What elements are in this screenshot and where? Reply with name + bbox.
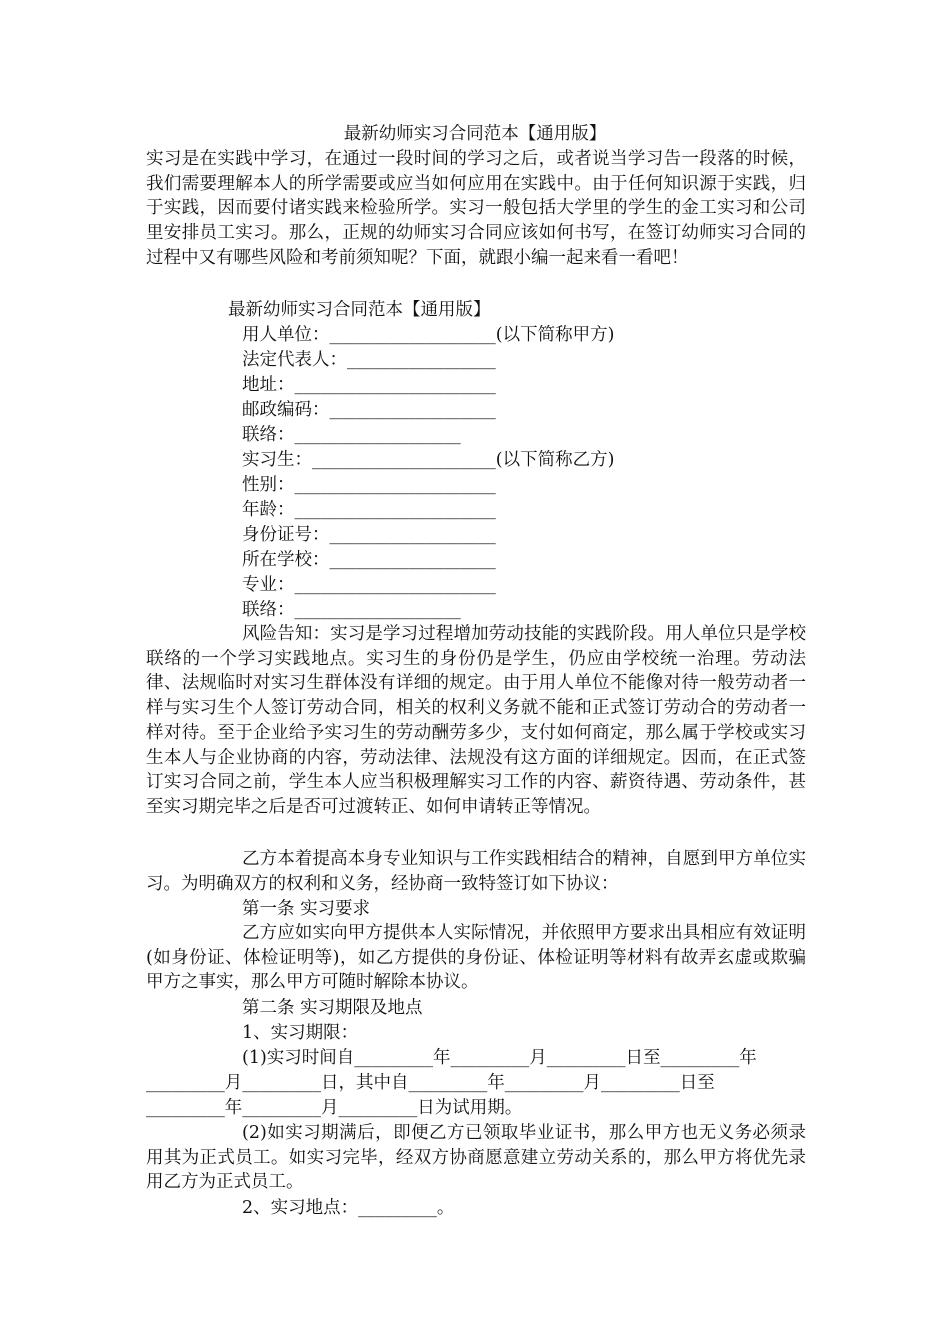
legal-rep-field: 法定代表人：_________________ (242, 350, 496, 370)
article-2-heading: 第二条 实习期限及地点 (242, 998, 423, 1018)
address-field: 地址：_______________________ (242, 375, 496, 395)
contact-field-intern: 联络：___________________ (242, 600, 461, 620)
intern-field: 实习生：_____________________(以下简称乙方) (242, 450, 615, 470)
employer-field: 用人单位：___________________(以下简称甲方) (242, 325, 615, 345)
postcode-field: 邮政编码：___________________ (242, 400, 496, 420)
period-clause-2: (2)如实习期满后，即便乙方已领取毕业证书，那么甲方也无义务必须录用其为正式员工。如实习完毕，经双方协商愿意建立劳动关系的，那么甲方将优先录用乙方为正式员工。 (146, 1123, 806, 1193)
school-field: 所在学校：___________________ (242, 550, 496, 570)
id-number-field: 身份证号：___________________ (242, 525, 496, 545)
agreement-intro-paragraph: 乙方本着提高本身专业知识与工作实践相结合的精神，自愿到甲方单位实习。为明确双方的权利和义务，经协商一致特签订如下协议： (146, 849, 806, 894)
gender-field: 性别：_______________________ (242, 475, 496, 495)
major-field: 专业：_______________________ (242, 575, 496, 595)
period-line-3: _________年_________月_________日为试用期。 (146, 1098, 523, 1118)
contact-field-employer: 联络：___________________ (242, 425, 461, 445)
article-1-paragraph: 乙方应如实向甲方提供本人实际情况，并依照甲方要求出具相应有效证明(如身份证、体检证明等)，如乙方提供的身份证、体检证明等材料有故弄玄虚或欺骗甲方之事实，那么甲方可随时解除本协议。 (146, 923, 806, 993)
contract-subtitle: 最新幼师实习合同范本【通用版】 (228, 300, 491, 320)
age-field: 年龄：_______________________ (242, 500, 496, 520)
intro-paragraph: 实习是在实践中学习，在通过一段时间的学习之后，或者说当学习告一段落的时候，我们需要理解本人的所学需要或应当如何应用在实践中。由于任何知识源于实践，归于实践，因而要付诸实践来检验所学。实习一般包括大学里的学生的金工实习和公司里安排员工实习。那么，正规的幼师实习合同应该如何书写，在签订幼师实习合同的过程中又有哪些风险和考前须知呢？下面，就跟小编一起来看一看吧！ (146, 149, 806, 268)
location-line: 2、实习地点：_________。 (242, 1198, 455, 1218)
period-line-2: _________月_________日，其中自_________年_________月_________日至 (146, 1073, 715, 1093)
risk-notice-paragraph: 风险告知：实习是学习过程增加劳动技能的实践阶段。用人单位只是学校联络的一个学习实践地点。实习生的身份仍是学生，仍应由学校统一治理。劳动法律、法规临时对实习生群体没有详细的规定。由于用人单位不能像对待一般劳动者一样与实习生个人签订劳动合同，相关的权利义务就不能和正式签订劳动合的劳动者一样对待。至于企业给予实习生的劳动酬劳多少，支付如何商定，那么属于学校或实习生本人与企业协商的内容，劳动法律、法规没有这方面的详细规定。因而，在正式签订实习合同之前，学生本人应当积极理解实习工作的内容、薪资待遇、劳动条件，甚至实习期完毕之后是否可过渡转正、如何申请转正等情况。 (146, 624, 806, 817)
article-1-heading: 第一条 实习要求 (242, 899, 371, 919)
period-label: 1、实习期限： (242, 1023, 359, 1043)
document-title: 最新幼师实习合同范本【通用版】 (343, 124, 607, 144)
period-line-1: (1)实习时间自_________年_________月_________日至_________年 (242, 1048, 757, 1068)
